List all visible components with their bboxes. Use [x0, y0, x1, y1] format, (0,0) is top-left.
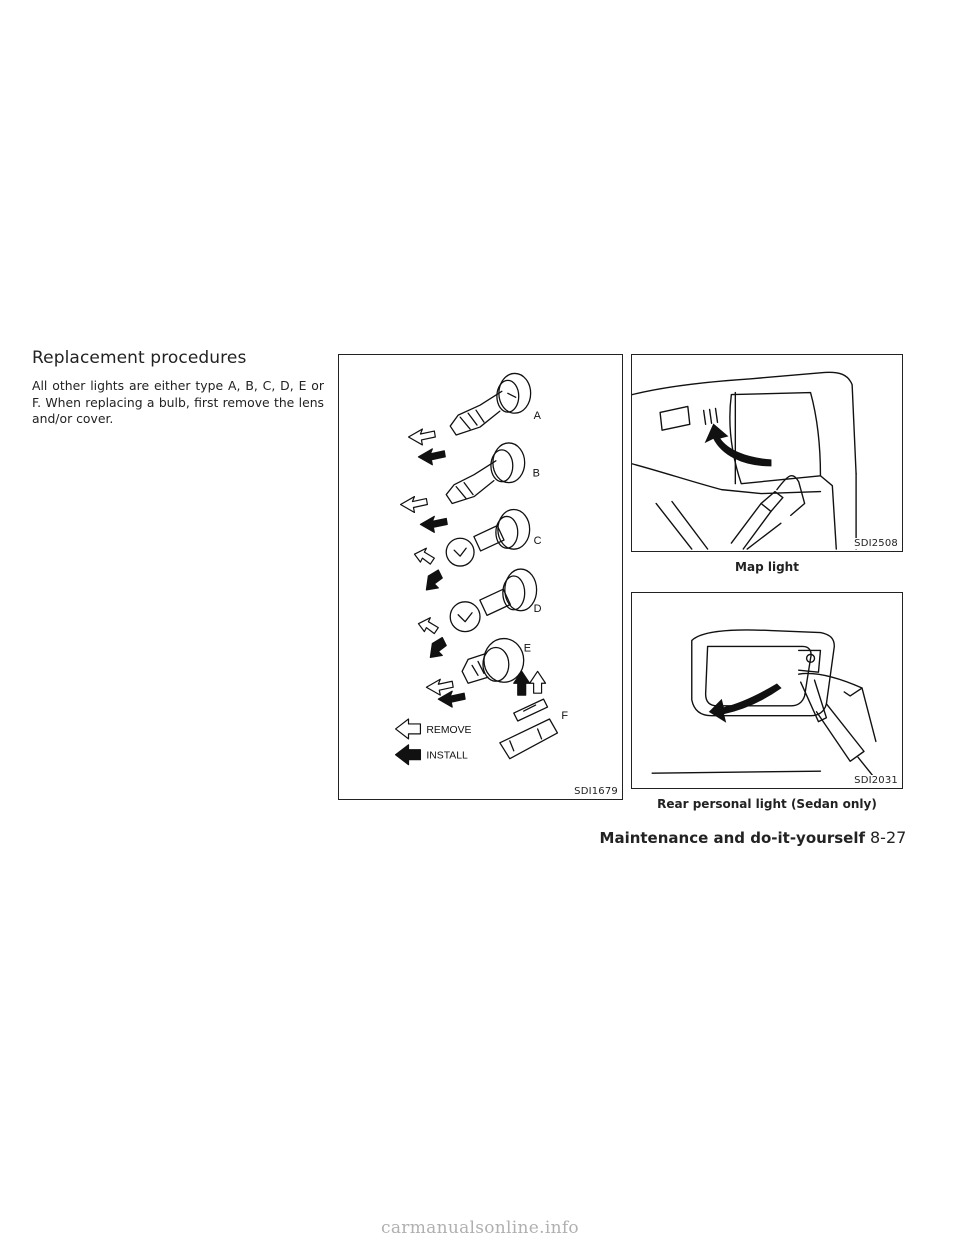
rear-light-illustration	[632, 593, 902, 788]
section-title: Replacement procedures	[32, 348, 247, 368]
label-d: D	[533, 602, 542, 615]
bulb-types-figure	[338, 354, 623, 800]
figure-code: SDI1679	[574, 786, 618, 797]
map-light-figure	[631, 354, 903, 552]
body-paragraph: All other lights are either type A, B, C, D, E or F. When replacing a bulb, first remove the lens and/or cover.	[32, 378, 324, 426]
rear-light-figure	[631, 592, 903, 789]
label-f: F	[561, 709, 569, 722]
pry-arrow-icon	[706, 424, 771, 466]
bulb-a	[450, 373, 530, 435]
bulb-f	[500, 699, 558, 759]
legend-install: INSTALL	[426, 750, 468, 762]
install-arrow-icon	[396, 745, 421, 765]
bulb-c	[446, 509, 529, 566]
bulb-types-illustration	[339, 355, 622, 799]
figure-code: SDI2031	[854, 775, 898, 786]
figure-code: SDI2508	[854, 538, 898, 549]
bulb-b	[446, 443, 524, 504]
rear-light-caption: Rear personal light (Sedan only)	[657, 797, 877, 811]
page-number: 8-27	[870, 828, 907, 847]
label-b: B	[532, 467, 540, 480]
map-light-illustration	[632, 355, 902, 551]
label-c: C	[533, 535, 542, 548]
label-e: E	[523, 642, 531, 655]
legend-remove: REMOVE	[426, 724, 472, 736]
watermark: carmanualsonline.info	[381, 1218, 579, 1238]
footer-chapter: Maintenance and do-it-yourself	[599, 829, 865, 847]
bulb-d	[450, 569, 536, 632]
bulb-e	[462, 639, 524, 684]
remove-arrow-icon	[396, 719, 421, 739]
map-light-caption: Map light	[735, 560, 799, 574]
label-a: A	[533, 410, 541, 423]
